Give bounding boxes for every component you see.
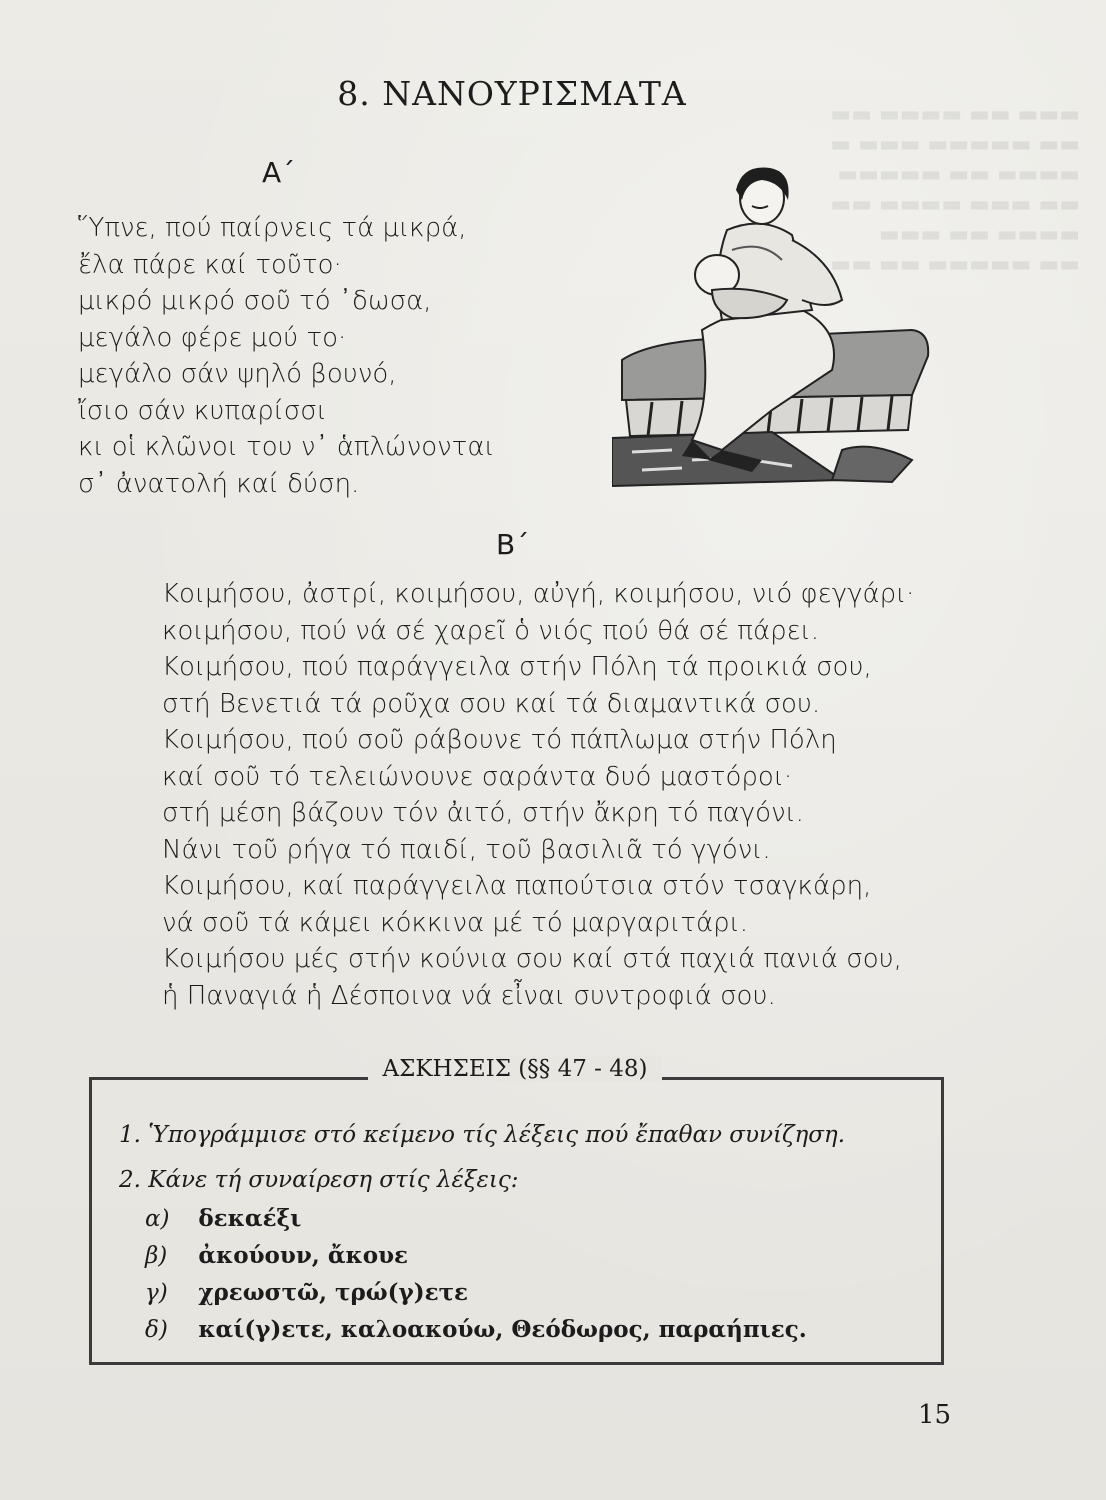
exercise-2-subitem <box>145 1316 807 1343</box>
poem-b-line: καί σοῦ τό τελειώνουνε σαράντα δυό μαστόροι· <box>162 761 793 792</box>
poem-b-line: ἡ Παναγιά ἡ Δέσποινα νά εἶναι συντροφιά σου. <box>162 980 776 1011</box>
page-number: 15 <box>918 1400 952 1430</box>
subitem-label: α) <box>145 1206 170 1232</box>
exercise-2-subitem <box>145 1205 301 1232</box>
poem-a-line: μεγάλο σάν ψηλό βουνό, <box>78 359 397 389</box>
poem-a-line: σ᾽ ἀνατολή καί δύση. <box>78 468 360 499</box>
section-b-label: Β΄ <box>496 528 530 561</box>
bleed-through-texture: ▬▬▬ ▬▬ ▬▬▬▬ ▬▬ ▬▬ ▬▬▬▬▬ ▬▬▬ ▬ ▬▬▬▬ ▬▬ ▬▬▬▬▬ ▬▬ ▬▬▬ ▬▬▬▬ ▬▬ ▬▬▬▬ ▬▬ ▬▬▬ ▬▬ ▬▬▬▬▬ ▬▬ ▬▬ <box>830 102 1080 277</box>
exercise-2-text: Κάνε τή συναίρεση στίς λέξεις: <box>148 1167 519 1193</box>
subitem-label: β) <box>145 1243 168 1269</box>
subitem-label: δ) <box>145 1317 168 1343</box>
exercise-1 <box>119 1122 845 1148</box>
poem-b-line: Κοιμήσου, καί παράγγειλα παπούτσια στόν τσαγκάρη, <box>162 871 872 901</box>
poem-a-line: Ὕπνε, πού παίρνεις τά μικρά, <box>78 213 467 243</box>
poem-a <box>78 210 495 502</box>
exercises-title <box>0 1056 1030 1082</box>
poem-b-line: Κοιμήσου, πού παράγγειλα στήν Πόλη τά προικιά σου, <box>162 652 872 682</box>
poem-b-line: Νάνι τοῦ ρήγα τό παιδί, τοῦ βασιλιᾶ τό γγόνι. <box>162 834 771 865</box>
poem-b-line: στή μέση βάζουν τόν ἀιτό, στήν ἄκρη τό παγόνι. <box>162 798 804 828</box>
exercise-1-text: Ὑπογράμμισε στό κείμενο τίς λέξεις πού ἔπαθαν συνίζηση. <box>148 1122 846 1148</box>
subitem-text: καί(γ)ετε, καλοακούω, Θεόδωρος, παραήπιες. <box>198 1316 807 1343</box>
exercise-2-subitem <box>145 1279 468 1306</box>
poem-b-line: Κοιμήσου, ἀστρί, κοιμήσου, αὐγή, κοιμήσου, νιό φεγγάρι· <box>162 579 915 609</box>
subitem-label: γ) <box>145 1280 168 1306</box>
poem-b-line: νά σοῦ τά κάμει κόκκινα μέ τό μαργαριτάρι. <box>162 907 748 938</box>
poem-b <box>162 576 914 1014</box>
poem-a-line: ἔλα πάρε καί τοῦτο· <box>78 249 342 280</box>
poem-b-line: στή Βενετιά τά ροῦχα σου καί τά διαμαντικά σου. <box>162 688 821 719</box>
subitem-text: χρεωστῶ, τρώ(γ)ετε <box>198 1279 469 1306</box>
poem-a-line: μεγάλο φέρε μού το· <box>78 322 347 353</box>
poem-b-line: Κοιμήσου μές στήν κούνια σου καί στά παχιά πανιά σου, <box>162 944 902 974</box>
exercise-2 <box>119 1167 519 1193</box>
poem-b-line: Κοιμήσου, πού σοῦ ράβουνε τό πάπλωμα στήν Πόλη <box>162 725 837 755</box>
poem-a-line: μικρό μικρό σοῦ τό ᾽δωσα, <box>78 286 432 316</box>
page-title: 8. ΝΑΝΟΥΡΙΣΜΑΤΑ <box>337 74 687 113</box>
exercise-1-number: 1. <box>119 1122 141 1148</box>
poem-a-line: κι οἱ κλῶνοι του ν᾽ ἁπλώνονται <box>78 432 495 462</box>
section-a-label: Α΄ <box>262 156 296 189</box>
subitem-text: δεκαέξι <box>198 1205 302 1232</box>
exercises-title-text: ΑΣΚΗΣΕΙΣ (§§ 47 - 48) <box>368 1056 661 1082</box>
poem-b-line: κοιμήσου, πού νά σέ χαρεῖ ὁ νιός πού θά σέ πάρει. <box>162 615 819 646</box>
exercise-2-subitem <box>145 1242 408 1269</box>
exercise-2-number: 2. <box>119 1167 141 1193</box>
subitem-text: ἀκούουν, ἄκουε <box>198 1242 409 1269</box>
mother-and-baby-illustration <box>612 160 942 490</box>
poem-a-line: ἴσιο σάν κυπαρίσσι <box>78 395 327 426</box>
